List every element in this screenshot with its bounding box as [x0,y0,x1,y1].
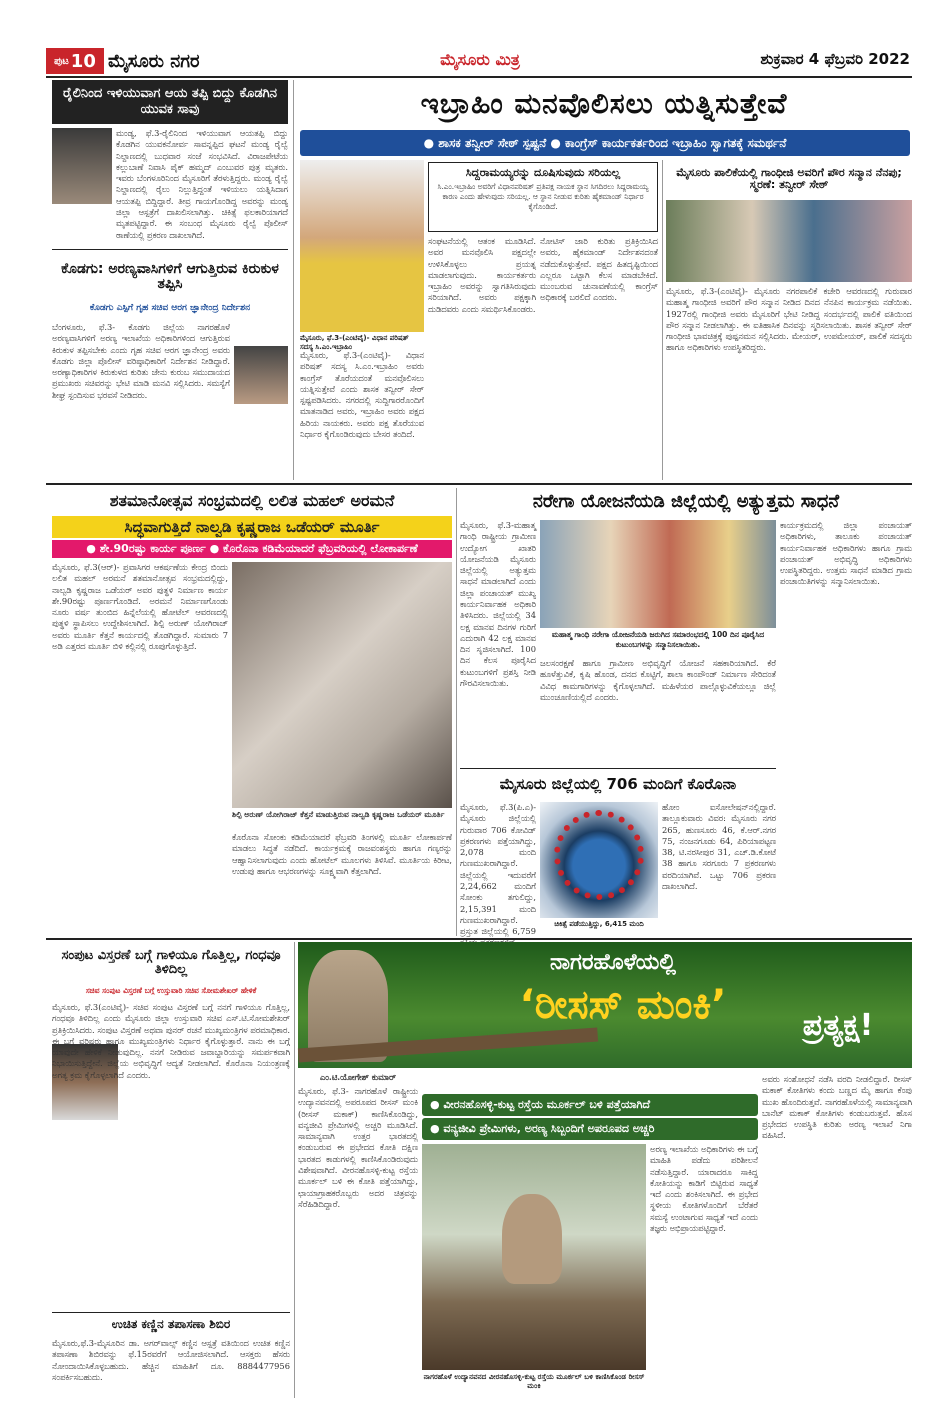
ibrahim-body-col3: ನೋಟಿಸ್ ಜಾರಿ ಕುರಿತು ಪ್ರತಿಕ್ರಿಯಿಸಿದ ಅವರು, ಹೈಕಮಾಂಡ್ ನಿರ್ದೇಶನದಂತೆ ನಡೆದುಕೊಳ್ಳುತ್ತೇವೆ. ಪಕ್ಷದ ಹಿತದೃಷ್ಟಿಯಿಂದ ಎಲ್ಲರೂ ಒಟ್ಟಾಗಿ ಕೆಲಸ ಮಾಡಬೇಕಿದೆ. ಮುಂಬರುವ ಚುನಾವಣೆಯಲ್ಲಿ ಕಾಂಗ್ರೆಸ್ ಅಧಿಕಾರಕ್ಕೆ ಬರಲಿದೆ ಎಂದರು. [540,236,658,303]
monkey-headline-1: ನಾಗರಹೊಳೆಯಲ್ಲಿ [549,950,677,975]
kodagu-subheadline: ಕೊಡಗು ಎಸ್ಪಿಗೆ ಗೃಹ ಸಚಿವ ಆರಗ ಜ್ಞಾನೇಂದ್ರ ನಿರ್ದೇಶನ [89,303,251,313]
lalith-pink-strap: ● ಶೇ.90ರಷ್ಟು ಕಾರ್ಯ ಪೂರ್ಣ ● ಕೊರೊನಾ ಕಡಿಮೆಯಾದರೆ ಫೆಬ್ರವರಿಯಲ್ಲಿ ಲೋಕಾರ್ಪಣೆ [52,540,452,558]
rule [460,768,776,769]
gandhi-body: ಮೈಸೂರು, ಫೆ.3-(ಎಂಟಿವೈ)- ಮೈಸೂರು ನಗರಪಾಲಿಕೆ ಕಚೇರಿ ಆವರಣದಲ್ಲಿ ಗುರುವಾರ ಮಹಾತ್ಮ ಗಾಂಧೀಜಿ ಅವರಿಗೆ ಪೌರ ಸನ್ಮಾನ ನೀಡಿದ ದಿನದ ನೆನಪಿನ ಕಾರ್ಯಕ್ರಮ ನಡೆಯಿತು. 1927ರಲ್ಲಿ ಗಾಂಧೀಜಿ ಅವರು ಮೈಸೂರಿಗೆ ಭೇಟಿ ನೀಡಿದ್ದ ಸಂದರ್ಭದಲ್ಲಿ ಪಾಲಿಕೆ ವತಿಯಿಂದ ಪೌರ ಸನ್ಮಾನ ನೀಡಲಾಗಿತ್ತು. ಈ ಐತಿಹಾಸಿಕ ದಿನವನ್ನು ಸ್ಮರಿಸಲಾಯಿತು. ಶಾಸಕ ತನ್ವೀರ್ ಸೇಠ್ ಗಾಂಧೀಜಿ ಭಾವಚಿತ್ರಕ್ಕೆ ಪುಷ್ಪನಮನ ಸಲ್ಲಿಸಿದರು. ಮೇಯರ್, ಉಪಮೇಯರ್, ಪಾಲಿಕೆ ಸದಸ್ಯರು ಹಾಗೂ ಅಧಿಕಾರಿಗಳು ಉಪಸ್ಥಿತರಿದ್ದರು. [666,286,912,353]
lalith-body-col1: ಮೈಸೂರು, ಫೆ.3(ಆರ್)- ಪ್ರವಾಸಿಗರ ಆಕರ್ಷಣೆಯ ಕೇಂದ್ರ ಬಿಂದು ಲಲಿತ ಮಹಲ್ ಅರಮನೆ ಶತಮಾನೋತ್ಸವ ಸಂಭ್ರಮದಲ್ಲಿದ್ದು, ನಾಲ್ವಡಿ ಕೃಷ್ಣರಾಜ ಒಡೆಯರ್ ಅವರ ಪುತ್ಥಳಿ ನಿರ್ಮಾಣ ಕಾರ್ಯ ಶೇ.90ರಷ್ಟು ಪೂರ್ಣಗೊಂಡಿದೆ. ಅರಮನೆ ನಿರ್ಮಾಣಗೊಂಡು ನೂರು ವರ್ಷ ತುಂಬಿದ ಹಿನ್ನೆಲೆಯಲ್ಲಿ ಹೋಟೆಲ್ ಆವರಣದಲ್ಲಿ ಪುತ್ಥಳಿ ಸ್ಥಾಪಿಸಲು ಉದ್ದೇಶಿಸಲಾಗಿದೆ. ಶಿಲ್ಪಿ ಅರುಣ್ ಯೋಗಿರಾಜ್ ಅವರು ಮೂರ್ತಿ ಕೆತ್ತನೆ ಕಾರ್ಯದಲ್ಲಿ ತೊಡಗಿದ್ದಾರೆ. ಸುಮಾರು 7 ಅಡಿ ಎತ್ತರದ ಮೂರ್ತಿ ಬಿಳಿ ಕಲ್ಲಿನಲ್ಲಿ ರೂಪುಗೊಳ್ಳುತ್ತಿದೆ. [52,562,228,651]
column-divider [662,160,663,480]
monkey-headline-2: ‘ರೀಸಸ್ ಮಂಕಿ’ [519,982,727,1028]
rhesus-monkey-photo [422,1144,646,1370]
narega-body-col2: ಜಲಸಂರಕ್ಷಣೆ ಹಾಗೂ ಗ್ರಾಮೀಣ ಅಭಿವೃದ್ಧಿಗೆ ಯೋಜನೆ ಸಹಕಾರಿಯಾಗಿದೆ. ಕೆರೆ ಹೂಳೆತ್ತುವಿಕೆ, ಕೃಷಿ ಹೊಂಡ, ದನದ ಕೊಟ್ಟಿಗೆ, ಶಾಲಾ ಕಾಂಪೌಂಡ್ ನಿರ್ಮಾಣ ಸೇರಿದಂತೆ ವಿವಿಧ ಕಾಮಗಾರಿಗಳನ್ನು ಕೈಗೊಳ್ಳಲಾಗಿದೆ. ಮಹಿಳೆಯರ ಪಾಲ್ಗೊಳ್ಳುವಿಕೆಯಲ್ಲೂ ಜಿಲ್ಲೆ ಮುಂಚೂಣಿಯಲ್ಲಿದೆ ಎಂದರು. [540,658,776,702]
column-divider [293,80,294,480]
narega-body-col3: ಕಾರ್ಯಕ್ರಮದಲ್ಲಿ ಜಿಲ್ಲಾ ಪಂಚಾಯತ್ ಅಧಿಕಾರಿಗಳು, ತಾಲೂಕು ಪಂಚಾಯತ್ ಕಾರ್ಯನಿರ್ವಾಹಕ ಅಧಿಕಾರಿಗಳು ಹಾಗೂ ಗ್ರಾಮ ಪಂಚಾಯತ್ ಅಭಿವೃದ್ಧಿ ಅಧಿಕಾರಿಗಳು ಉಪಸ್ಥಿತರಿದ್ದರು. ಉತ್ತಮ ಸಾಧನೆ ಮಾಡಿದ ಗ್ರಾಮ ಪಂಚಾಯಿತಿಗಳನ್ನು ಸನ್ಮಾನಿಸಲಾಯಿತು. [780,520,912,587]
rail-headline: ರೈಲಿನಿಂದ ಇಳಿಯುವಾಗ ಆಯ ತಪ್ಪಿ ಬಿದ್ದು ಕೊಡಗಿನ ಯುವಕ ಸಾವು [52,80,288,124]
section-title: ಮೈಸೂರು ನಗರ [108,50,200,72]
virus-spikes [554,810,644,900]
rail-body: ಮಂಡ್ಯ, ಫೆ.3-ರೈಲಿನಿಂದ ಇಳಿಯುವಾಗ ಆಯತಪ್ಪಿ ಬಿದ್ದು ಕೊಡಗಿನ ಯುವಕನೋರ್ವ ಸಾವನ್ನಪ್ಪಿದ ಘಟನೆ ಮಂಡ್ಯ ರೈಲ್ವೆ ನಿಲ್ದಾಣದಲ್ಲಿ ಬುಧವಾರ ಸಂಜೆ ಸಂಭವಿಸಿದೆ. ವಿರಾಜಪೇಟೆಯ ಕಲ್ಲುಬಾಣೆ ನಿವಾಸಿ ಪೈಕ್ ಹಮ್ಮದ್ ಎಂಬುವರ ಪುತ್ರ ಮೃತರು. ಇವರು ಬೆಂಗಳೂರಿನಿಂದ ಮೈಸೂರಿಗೆ ತೆರಳುತ್ತಿದ್ದರು. ಮಂಡ್ಯ ರೈಲ್ವೆ ನಿಲ್ದಾಣದಲ್ಲಿ ರೈಲು ನಿಲ್ಲುತ್ತಿದ್ದಂತೆ ಇಳಿಯಲು ಯತ್ನಿಸಿದಾಗ ಆಯತಪ್ಪಿ ಬಿದ್ದಿದ್ದಾರೆ. ತೀವ್ರ ಗಾಯಗೊಂಡಿದ್ದ ಅವರನ್ನು ಮಂಡ್ಯ ಜಿಲ್ಲಾ ಆಸ್ಪತ್ರೆಗೆ ದಾಖಲಿಸಲಾಗಿತ್ತು. ಚಿಕಿತ್ಸೆ ಫಲಕಾರಿಯಾಗದೆ ಮೃತಪಟ್ಟಿದ್ದಾರೆ. ಈ ಸಂಬಂಧ ಮೈಸೂರು ರೈಲ್ವೆ ಪೊಲೀಸ್ ಠಾಣೆಯಲ್ಲಿ ಪ್ರಕರಣ ದಾಖಲಾಗಿದೆ. [116,128,288,240]
column-divider [456,488,457,936]
rule [52,1312,290,1313]
narega-headline: ನರೇಗಾ ಯೋಜನೆಯಡಿ ಜಿಲ್ಲೆಯಲ್ಲಿ ಅತ್ಯುತ್ತಮ ಸಾಧನೆ [532,491,840,513]
corona-caption: ಚಿಕಿತ್ಸೆ ಪಡೆಯುತ್ತಿದ್ದು, 6,415 ಮಂದಿ [554,920,644,928]
samputa-headline: ಸಂಪುಟ ವಿಸ್ತರಣೆ ಬಗ್ಗೆ ಗಾಳಿಯೂ ಗೊತ್ತಿಲ್ಲ, ಗಂಧವೂ ತಿಳಿದಿಲ್ಲ [61,947,281,977]
monkey-strap-1: ● ವೀರನಹೊಸಳ್ಳಿ-ಕುಟ್ಟ ರಸ್ತೆಯ ಮೂರ್ಕಲ್ ಬಳಿ ಪತ್ತೆಯಾಗಿದೆ [422,1094,758,1116]
monkey-headline-3: ಪ್ರತ್ಯಕ್ಷ! [802,1008,874,1043]
virus-globe-image [540,802,658,918]
monkey-figure [502,1194,562,1284]
ibrahim-pullquote: ಸಿದ್ದರಾಮಯ್ಯರನ್ನು ದೂಷಿಸುವುದು ಸರಿಯಲ್ಲ [465,166,621,179]
kodagu-body: ಬೆಂಗಳೂರು, ಫೆ.3- ಕೊಡಗು ಜಿಲ್ಲೆಯ ನಾಗರಹೊಳೆ ಅರಣ್ಯವಾಸಿಗಳಿಗೆ ಅರಣ್ಯ ಇಲಾಖೆಯ ಅಧಿಕಾರಿಗಳಿಂದ ಆಗುತ್ತಿರುವ ಕಿರುಕುಳ ತಪ್ಪಿಸಬೇಕು ಎಂದು ಗೃಹ ಸಚಿವ ಆರಗ ಜ್ಞಾನೇಂದ್ರ ಅವರು ಕೊಡಗು ಜಿಲ್ಲಾ ಪೊಲೀಸ್ ವರಿಷ್ಠಾಧಿಕಾರಿಗೆ ನಿರ್ದೇಶನ ನೀಡಿದ್ದಾರೆ. ಅರಣ್ಯಾಧಿಕಾರಿಗಳ ಕಿರುಕುಳದ ಕುರಿತು ಜೇನು ಕುರುಬ ಸಮುದಾಯದ ಪ್ರಮುಖರು ಸಚಿವರನ್ನು ಭೇಟಿ ಮಾಡಿ ಮನವಿ ಸಲ್ಲಿಸಿದರು. ಸಮಸ್ಯೆಗೆ ಶೀಘ್ರ ಸ್ಪಂದಿಸುವ ಭರವಸೆ ನೀಡಿದರು. [52,322,230,400]
issue-date: ಶುಕ್ರವಾರ 4 ಫೆಬ್ರವರಿ 2022 [760,50,910,68]
ibrahim-photo-caption: ಮೈಸೂರು, ಫೆ.3-(ಎಂಟಿವೈ)- ವಿಧಾನ ಪರಿಷತ್ ಸದಸ್ಯ ಸಿ.ಎಂ.ಇಬ್ರಾಹಿಂ [300,334,409,352]
monkey-strap-2: ● ವನ್ಯಜೀವಿ ಪ್ರೇಮಿಗಳು, ಅರಣ್ಯ ಸಿಬ್ಬಂದಿಗೆ ಅಪರೂಪದ ಅಚ್ಚರಿ [422,1118,758,1140]
rule [52,249,288,250]
ibrahim-strap: ● ಶಾಸಕ ತನ್ವೀರ್ ಸೇಠ್ ಸ್ಪಷ್ಟನೆ ● ಕಾಂಗ್ರೆಸ್ ಕಾರ್ಯಕರ್ತರಿಂದ ಇಬ್ರಾಹಿಂ ಸ್ವಾಗತಕ್ಕೆ ಸಮರ್ಥನೆ [300,130,910,156]
ibrahim-body-col1: ಮೈಸೂರು, ಫೆ.3-(ಎಂಟಿವೈ)- ವಿಧಾನ ಪರಿಷತ್ ಸದಸ್ಯ ಸಿ.ಎಂ.ಇಬ್ರಾಹಿಂ ಅವರು ಕಾಂಗ್ರೆಸ್ ತೊರೆಯದಂತೆ ಮನವೊಲಿಸಲು ಯತ್ನಿಸುತ್ತೇವೆ ಎಂದು ಶಾಸಕ ತನ್ವೀರ್ ಸೇಠ್ ಸ್ಪಷ್ಟಪಡಿಸಿದರು. ನಗರದಲ್ಲಿ ಸುದ್ದಿಗಾರರೊಂದಿಗೆ ಮಾತನಾಡಿದ ಅವರು, ಇಬ್ರಾಹಿಂ ಅವರು ಪಕ್ಷದ ಹಿರಿಯ ನಾಯಕರು. ಅವರು ಪಕ್ಷ ತೊರೆಯುವ ನಿರ್ಧಾರ ಕೈಗೊಂಡಿರುವುದು ಬೇಸರ ತಂದಿದೆ. [300,350,424,439]
gandhi-headline: ಮೈಸೂರು ಪಾಲಿಕೆಯಲ್ಲಿ ಗಾಂಧೀಜಿ ಅವರಿಗೆ ಪೌರ ಸನ್ಮಾನ ನೆನಪು; ಸ್ಮರಣೆ: ತನ್ವೀರ್ ಸೇಠ್ [676,165,902,191]
lalith-caption: ಶಿಲ್ಪಿ ಅರುಣ್ ಯೋಗಿರಾಜ್ ಕೆತ್ತನೆ ಮಾಡುತ್ತಿರುವ ನಾಲ್ವಡಿ ಕೃಷ್ಣರಾಜ ಒಡೆಯರ್ ಮೂರ್ತಿ [232,810,445,819]
narega-body-col1: ಮೈಸೂರು, ಫೆ.3-ಮಹಾತ್ಮ ಗಾಂಧಿ ರಾಷ್ಟ್ರೀಯ ಗ್ರಾಮೀಣ ಉದ್ಯೋಗ ಖಾತರಿ ಯೋಜನೆಯಡಿ ಮೈಸೂರು ಜಿಲ್ಲೆಯಲ್ಲಿ ಅತ್ಯುತ್ತಮ ಸಾಧನೆ ಮಾಡಲಾಗಿದೆ ಎಂದು ಜಿಲ್ಲಾ ಪಂಚಾಯತ್ ಮುಖ್ಯ ಕಾರ್ಯನಿರ್ವಾಹಕ ಅಧಿಕಾರಿ ತಿಳಿಸಿದರು. ಜಿಲ್ಲೆಯಲ್ಲಿ 34 ಲಕ್ಷ ಮಾನವ ದಿನಗಳ ಗುರಿಗೆ ಎದುರಾಗಿ 42 ಲಕ್ಷ ಮಾನವ ದಿನ ಸೃಜಿಸಲಾಗಿದೆ. 100 ದಿನ ಕೆಲಸ ಪೂರೈಸಿದ ಕುಟುಂಬಗಳಿಗೆ ಪ್ರಶಸ್ತಿ ನೀಡಿ ಗೌರವಿಸಲಾಯಿತು. [460,520,536,688]
lalith-yellow-strap: ಸಿದ್ಧವಾಗುತ್ತಿದೆ ನಾಲ್ವಡಿ ಕೃಷ್ಣರಾಜ ಒಡೆಯರ್ ಮೂರ್ತಿ [52,516,452,538]
eye-camp-headline: ಉಚಿತ ಕಣ್ಣಿನ ತಪಾಸಣಾ ಶಿಬಿರ [111,1317,231,1332]
gandhi-event-photo [666,200,912,282]
ibrahim-body-col2: ಸಂಘಟನೆಯಲ್ಲಿ ಆತಂಕ ಮೂಡಿಸಿದೆ. ಅವರ ಮನವೊಲಿಸಿ ಪಕ್ಷದಲ್ಲೇ ಉಳಿಸಿಕೊಳ್ಳಲು ಪ್ರಯತ್ನ ಮಾಡಲಾಗುವುದು. ಕಾರ್ಯಕರ್ತರು ಇಬ್ರಾಹಿಂ ಅವರನ್ನು ಸ್ವಾಗತಿಸಿರುವುದು ಸರಿಯಾಗಿದೆ. ಅವರು ಪಕ್ಷಕ್ಕಾಗಿ ದುಡಿದವರು ಎಂದು ಸಮರ್ಥಿಸಿಕೊಂಡರು. [428,236,536,314]
ibrahim-headline: ಇಬ್ರಾಹಿಂ ಮನವೊಲಿಸಲು ಯತ್ನಿಸುತ್ತೇವೆ [420,86,788,120]
narega-awards-photo [540,520,776,628]
eye-camp-body: ಮೈಸೂರು,ಫೆ.3-ಮೈಸೂರಿನ ಡಾ. ಅಗರ್‌ವಾಲ್ಸ್ ಕಣ್ಣಿನ ಆಸ್ಪತ್ರೆ ವತಿಯಿಂದ ಉಚಿತ ಕಣ್ಣಿನ ತಪಾಸಣಾ ಶಿಬಿರವನ್ನು ಫೆ.15ರವರೆಗೆ ಆಯೋಜಿಸಲಾಗಿದೆ. ಆಸಕ್ತರು ಹೆಸರು ನೋಂದಾಯಿಸಿಕೊಳ್ಳಬಹುದು. ಹೆಚ್ಚಿನ ಮಾಹಿತಿಗೆ ದೂ. 8884477956 ಸಂಪರ್ಕಿಸಬಹುದು. [52,1338,290,1382]
ibrahim-photo [300,160,424,332]
monkey-body-col3: ಅವರು ಸಂಶೋಧನೆ ನಡೆಸಿ ವರದಿ ನೀಡಲಿದ್ದಾರೆ. ರೀಸಸ್ ಮಕಾಕ್ ಕೋತಿಗಳು ಕಂದು ಬಣ್ಣದ ಮೈ ಹಾಗೂ ಕೆಂಪು ಮುಖ ಹೊಂದಿರುತ್ತವೆ. ನಾಗರಹೊಳೆಯಲ್ಲಿ ಸಾಮಾನ್ಯವಾಗಿ ಬಾನೆಟ್ ಮಕಾಕ್ ಕೋತಿಗಳು ಕಂಡುಬರುತ್ತವೆ. ಹೊಸ ಪ್ರಭೇದದ ಉಪಸ್ಥಿತಿ ಕುರಿತು ಅರಣ್ಯ ಇಲಾಖೆ ನಿಗಾ ವಹಿಸಿದೆ. [762,1074,912,1141]
monkey-byline: ಎಂ.ಟಿ.ಯೋಗೇಶ್ ಕುಮಾರ್ [319,1072,397,1082]
header-rule [46,76,912,78]
page-number-badge: ಪುಟ 10 [46,48,104,74]
statue-photo [232,562,452,808]
samputa-body: ಮೈಸೂರು, ಫೆ.3(ಎಂಟಿವೈ)- ಸಚಿವ ಸಂಪುಟ ವಿಸ್ತರಣೆ ಬಗ್ಗೆ ನನಗೆ ಗಾಳಿಯೂ ಗೊತ್ತಿಲ್ಲ, ಗಂಧವೂ ತಿಳಿದಿಲ್ಲ ಎಂದು ಮೈಸೂರು ಜಿಲ್ಲಾ ಉಸ್ತುವಾರಿ ಸಚಿವ ಎಸ್.ಟಿ.ಸೋಮಶೇಖರ್ ಪ್ರತಿಕ್ರಿಯಿಸಿದರು. ಸಂಪುಟ ವಿಸ್ತರಣೆ ಅಥವಾ ಪುನರ್ ರಚನೆ ಮುಖ್ಯಮಂತ್ರಿಗಳ ಪರಮಾಧಿಕಾರ. ಈ ಬಗ್ಗೆ ವರಿಷ್ಠರು ಹಾಗೂ ಮುಖ್ಯಮಂತ್ರಿಗಳು ನಿರ್ಧಾರ ಕೈಗೊಳ್ಳುತ್ತಾರೆ. ನಾನು ಈ ಬಗ್ಗೆ ಯಾವುದೇ ಹೇಳಿಕೆ ನೀಡುವುದಿಲ್ಲ. ನನಗೆ ನೀಡಿರುವ ಜವಾಬ್ದಾರಿಯನ್ನು ಸಮರ್ಪಕವಾಗಿ ನಿಭಾಯಿಸುತ್ತಿದ್ದೇನೆ. ಜಿಲ್ಲೆಯ ಅಭಿವೃದ್ಧಿಗೆ ಆದ್ಯತೆ ನೀಡಲಾಗಿದೆ. ಕೊರೊನಾ ನಿಯಂತ್ರಣಕ್ಕೆ ಅಗತ್ಯ ಕ್ರಮ ಕೈಗೊಳ್ಳಲಾಗಿದೆ ಎಂದರು. [52,1002,290,1080]
corona-body-col2: ಹೋಂ ಐಸೋಲೇಷನ್‌ನಲ್ಲಿದ್ದಾರೆ. ತಾಲ್ಲೂಕುವಾರು ವಿವರ: ಮೈಸೂರು ನಗರ 265, ಹುಣಸೂರು 46, ಕೆ.ಆರ್.ನಗರ 75, ನಂಜನಗೂಡು 64, ಪಿರಿಯಾಪಟ್ಟಣ 38, ಟಿ.ನರಸೀಪುರ 31, ಎಚ್.ಡಿ.ಕೋಟೆ 38 ಹಾಗೂ ಸರಗೂರು 7 ಪ್ರಕರಣಗಳು ವರದಿಯಾಗಿವೆ. ಒಟ್ಟು 706 ಪ್ರಕರಣ ದಾಖಲಾಗಿದೆ. [662,802,776,891]
ibrahim-pullquote-body: ಸಿ.ಎಂ.ಇಬ್ರಾಹಿಂ ಅವರಿಗೆ ವಿಧಾನಪರಿಷತ್ ಪ್ರತಿಪಕ್ಷ ನಾಯಕ ಸ್ಥಾನ ಸಿಗದಿರಲು ಸಿದ್ದರಾಮಯ್ಯ ಕಾರಣ ಎಂದು ಹೇಳುವುದು ಸರಿಯಲ್ಲ. ಆ ಸ್ಥಾನ ನೀಡುವ ಕುರಿತು ಹೈಕಮಾಂಡ್ ನಿರ್ಧಾರ ಕೈಗೊಂಡಿದೆ. [437,182,649,212]
minister-photo [234,346,288,404]
kodagu-headline: ಕೊಡಗು: ಅರಣ್ಯವಾಸಿಗಳಿಗೆ ಆಗುತ್ತಿರುವ ಕಿರುಕುಳ ತಪ್ಪಿಸಿ [61,260,279,292]
corona-body-col1: ಮೈಸೂರು, ಫೆ.3(ಪಿ.ಎ)- ಮೈಸೂರು ಜಿಲ್ಲೆಯಲ್ಲಿ ಗುರುವಾರ 706 ಕೋವಿಡ್ ಪ್ರಕರಣಗಳು ಪತ್ತೆಯಾಗಿದ್ದು, 2,078 ಮಂದಿ ಗುಣಮುಖರಾಗಿದ್ದಾರೆ. ಜಿಲ್ಲೆಯಲ್ಲಿ ಇದುವರೆಗೆ 2,24,662 ಮಂದಿಗೆ ಸೋಂಕು ತಗುಲಿದ್ದು, 2,15,391 ಮಂದಿ ಗುಣಮುಖರಾಗಿದ್ದಾರೆ. ಪ್ರಸ್ತುತ ಜಿಲ್ಲೆಯಲ್ಲಿ 6,759 [460,802,536,937]
corona-headline: ಮೈಸೂರು ಜಿಲ್ಲೆಯಲ್ಲಿ 706 ಮಂದಿಗೆ ಕೊರೊನಾ [499,774,737,793]
paper-logo: ಮೈಸೂರು ಮಿತ್ರ [440,50,520,69]
lalith-body-col2: ಕೊರೊನಾ ಸೋಂಕು ಕಡಿಮೆಯಾದರೆ ಫೆಬ್ರವರಿ ತಿಂಗಳಲ್ಲಿ ಮೂರ್ತಿ ಲೋಕಾರ್ಪಣೆ ಮಾಡಲು ಸಿದ್ಧತೆ ನಡೆದಿದೆ. ಕಾರ್ಯಕ್ರಮಕ್ಕೆ ರಾಜವಂಶಸ್ಥರು ಹಾಗೂ ಗಣ್ಯರನ್ನು ಆಹ್ವಾನಿಸಲಾಗುವುದು ಎಂದು ಹೋಟೆಲ್ ಮೂಲಗಳು ತಿಳಿಸಿವೆ. ಮೂರ್ತಿಯ ಕಿರೀಟ, ಉಡುಪು ಹಾಗೂ ಆಭರಣಗಳನ್ನು ಸೂಕ್ಷ್ಮವಾಗಿ ಕೆತ್ತಲಾಗಿದೆ. [232,832,452,876]
monkey-photo-caption: ನಾಗರಹೊಳೆ ಉದ್ಯಾನವನದ ವೀರನಹೊಸಳ್ಳಿ-ಕುಟ್ಟ ರಸ್ತೆಯ ಮೂರ್ಕಲ್ ಬಳಿ ಕಾಣಿಸಿಕೊಂಡ ರೀಸಸ್ ಮಂಕಿ [423,1372,645,1391]
rail-victim-photo [52,128,112,204]
monkey-banner [298,942,912,1068]
narega-caption: ಮಹಾತ್ಮ ಗಾಂಧಿ ನರೇಗಾ ಯೋಜನೆಯಡಿ ಜರುಗಿದ ಸಮಾರಂಭದಲ್ಲಿ 100 ದಿನ ಪೂರೈಸಿದ ಕುಟುಂಬಗಳನ್ನು ಸನ್ಮಾನಿಸಲಾಯಿತು. [551,630,765,649]
lalith-headline: ಶತಮಾನೋತ್ಸವ ಸಂಭ್ರಮದಲ್ಲಿ ಲಲಿತ ಮಹಲ್ ಅರಮನೆ [109,491,395,511]
column-divider [294,942,295,1398]
ibrahim-pullquote-box [428,162,658,232]
section-rule [46,938,912,940]
section-rule [46,483,912,485]
monkey-body-col1: ಮೈಸೂರು, ಫೆ.3- ನಾಗರಹೊಳೆ ರಾಷ್ಟ್ರೀಯ ಉದ್ಯಾನವನದಲ್ಲಿ ಅಪರೂಪದ ರೀಸಸ್ ಮಂಕಿ (ರೀಸಸ್ ಮಕಾಕ್) ಕಾಣಿಸಿಕೊಂಡಿದ್ದು, ವನ್ಯಜೀವಿ ಪ್ರೇಮಿಗಳಲ್ಲಿ ಅಚ್ಚರಿ ಮೂಡಿಸಿದೆ. ಸಾಮಾನ್ಯವಾಗಿ ಉತ್ತರ ಭಾರತದಲ್ಲಿ ಕಂಡುಬರುವ ಈ ಪ್ರಭೇದದ ಕೋತಿ ದಕ್ಷಿಣ ಭಾರತದ ಕಾಡುಗಳಲ್ಲಿ ಕಾಣಿಸಿಕೊಂಡಿರುವುದು ವಿಶೇಷವಾಗಿದೆ. ವೀರನಹೊಸಳ್ಳಿ-ಕುಟ್ಟ ರಸ್ತೆಯ ಮೂರ್ಕಲ್ ಬಳಿ ಈ ಕೋತಿ ಪತ್ತೆಯಾಗಿದ್ದು, ಛಾಯಾಗ್ರಾಹಕರೊಬ್ಬರು ಅದರ ಚಿತ್ರವನ್ನು ಸೆರೆಹಿಡಿದಿದ್ದಾರೆ. [298,1086,418,1209]
monkey-body-col2: ಅರಣ್ಯ ಇಲಾಖೆಯ ಅಧಿಕಾರಿಗಳು ಈ ಬಗ್ಗೆ ಮಾಹಿತಿ ಪಡೆದು ಪರಿಶೀಲನೆ ನಡೆಸುತ್ತಿದ್ದಾರೆ. ಯಾರಾದರೂ ಸಾಕಿದ್ದ ಕೋತಿಯನ್ನು ಕಾಡಿಗೆ ಬಿಟ್ಟಿರುವ ಸಾಧ್ಯತೆ ಇದೆ ಎಂದು ಶಂಕಿಸಲಾಗಿದೆ. ಈ ಪ್ರಭೇದ ಸ್ಥಳೀಯ ಕೋತಿಗಳೊಂದಿಗೆ ಬೆರೆತರೆ ಸಮಸ್ಯೆ ಉಂಟಾಗುವ ಸಾಧ್ಯತೆ ಇದೆ ಎಂದು ತಜ್ಞರು ಅಭಿಪ್ರಾಯಪಟ್ಟಿದ್ದಾರೆ. [650,1144,758,1233]
samputa-subheadline: ಸಚಿವ ಸಂಪುಟ ವಿಸ್ತರಣೆ ಬಗ್ಗೆ ಉಸ್ತುವಾರಿ ಸಚಿವ ಸೋಮಶೇಖರ್ ಹೇಳಿಕೆ [85,986,257,995]
